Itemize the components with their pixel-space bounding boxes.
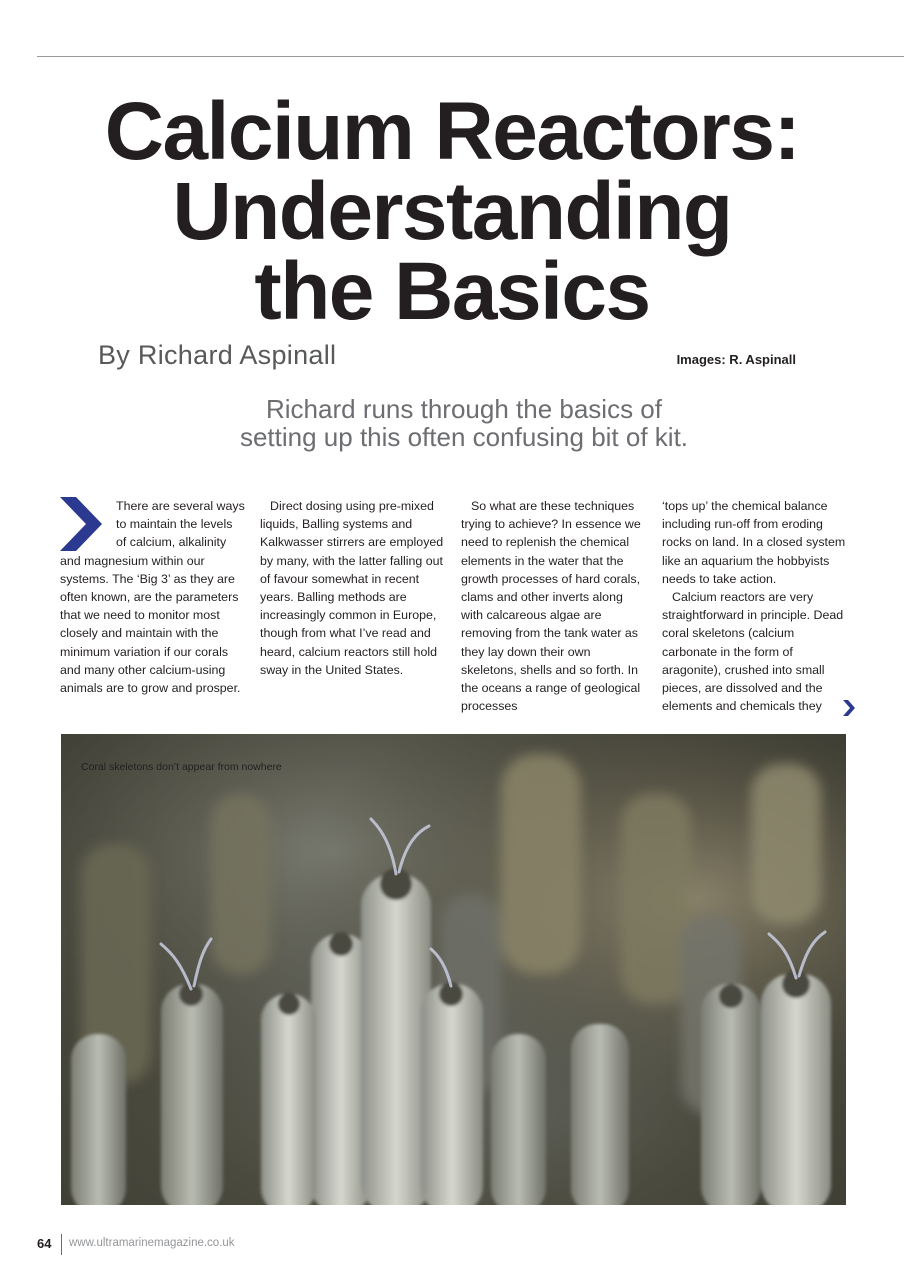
page-number: 64 bbox=[37, 1236, 52, 1251]
body-column-4 bbox=[662, 497, 848, 715]
paragraph: So what are these techniques trying to achieve? In essence we need to replenish the chemical elements in the water that the growth processes of hard corals, clams and other inverts along with calcareous algae are removing from the tank water as they lay down their own skeletons, shells and so forth. In the oceans a range of geological processes bbox=[461, 499, 641, 714]
photo-caption: Coral skeletons don’t appear from nowhere bbox=[81, 761, 282, 773]
image-credit: Images: R. Aspinall bbox=[676, 352, 796, 367]
paragraph: Direct dosing using pre-mixed liquids, Balling systems and Kalkwasser stirrers are employed by many, with the latter falling out of favour somewhat in recent years. Balling methods are increasingly common in Europe, though from what I’ve read and heard, calcium reactors still hold sway in the United States. bbox=[260, 499, 444, 677]
standfirst bbox=[140, 395, 788, 451]
body-column-3 bbox=[461, 497, 647, 715]
body-column-2 bbox=[260, 497, 446, 679]
paragraph: Calcium reactors are very straightforward in principle. Dead coral skeletons (calcium carbonate in the form of aragonite), crushed into small pieces, are dissolved and the elements and chemicals they bbox=[662, 590, 844, 714]
continue-chevron-icon bbox=[843, 700, 855, 716]
title-line: Calcium Reactors: bbox=[104, 86, 800, 177]
title-line: Understanding bbox=[172, 166, 732, 257]
byline: By Richard Aspinall bbox=[98, 340, 337, 370]
article-title bbox=[40, 86, 864, 337]
standfirst-line: Richard runs through the basics of bbox=[266, 394, 662, 424]
title-line: the Basics bbox=[254, 246, 650, 337]
dropcap-chevron-icon bbox=[58, 497, 114, 551]
footer-divider bbox=[61, 1234, 62, 1255]
top-rule bbox=[37, 56, 904, 57]
body-column-1 bbox=[60, 497, 246, 697]
standfirst-line: setting up this often confusing bit of kit. bbox=[239, 422, 689, 452]
paragraph: There are several ways to maintain the levels of calcium, alkalinity and magnesium within our systems. The ‘Big 3’ as they are often known, are the parameters that we need to monitor most closely and maintain with the minimum variation if our corals and many other calcium-using animals are to grow and prosper. bbox=[60, 499, 245, 696]
paragraph: ‘tops up’ the chemical balance including run-off from eroding rocks on land. In a closed system like an aquarium the hobbyists needs to take action. bbox=[662, 499, 846, 586]
coral-illustration bbox=[61, 734, 846, 1205]
coral-photo bbox=[61, 734, 846, 1205]
website-url: www.ultramarinemagazine.co.uk bbox=[69, 1237, 235, 1249]
